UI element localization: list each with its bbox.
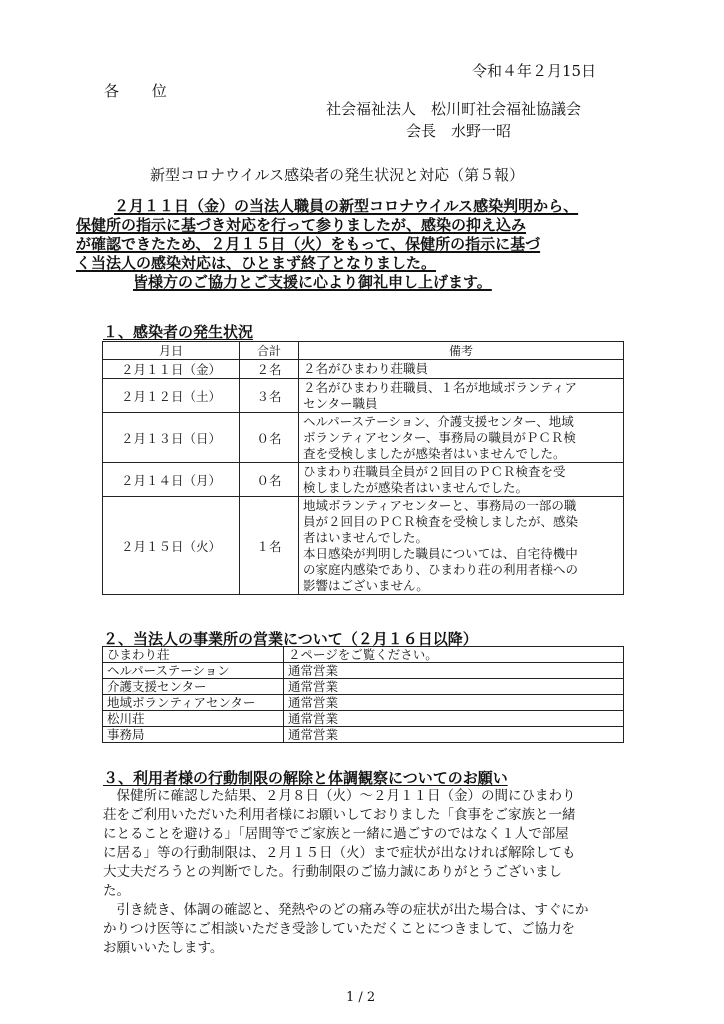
office-name: 地域ボランティアセンター — [103, 695, 284, 711]
office-name: 松川荘 — [103, 711, 284, 727]
row-count: ３名 — [240, 379, 299, 413]
section3-body — [103, 787, 631, 958]
infection-status-table — [102, 341, 624, 595]
office-status: ２ページをご覧ください。 — [284, 647, 624, 663]
row-note: ヘルパーステーション、介護支援センター、地域 ボランティアセンター、事務局の職員がＰＣＲ検 査を受検しましたが感染者はいませんでした。 — [299, 413, 624, 463]
table-row — [103, 727, 624, 743]
body-line: にとることを避ける」「居間等でご家族と一緒に過ごすのではなく１人で部屋 — [103, 826, 569, 842]
table-row — [103, 647, 624, 663]
row-date: ２月１１日（金） — [103, 360, 240, 379]
row-date: ２月１５日（火） — [103, 497, 240, 595]
table-row — [103, 463, 624, 497]
page-number: 1 / 2 — [346, 990, 376, 1005]
office-name: ひまわり荘 — [103, 647, 284, 663]
office-status-table — [102, 646, 624, 743]
office-name: ヘルパーステーション — [103, 663, 284, 679]
section1-heading: １、感染者の発生状況 — [103, 323, 254, 341]
notice-paragraph — [76, 197, 636, 292]
body-line: かりつけ医等にご相談いただき受診していただくことにつきまして、ご協力を — [103, 921, 575, 937]
row-note: ひまわり荘職員全員が２回目のＰＣＲ検査を受 検しましたが感染者はいませんでした。 — [299, 463, 624, 497]
office-status: 通常営業 — [284, 727, 624, 743]
table-row — [103, 360, 624, 379]
row-date: ２月１３日（日） — [103, 413, 240, 463]
row-count: ０名 — [240, 463, 299, 497]
document-title: 新型コロナウイルス感染者の発生状況と対応（第５報） — [150, 166, 525, 184]
table-row — [103, 679, 624, 695]
table-row — [103, 413, 624, 463]
row-note: ２名がひまわり荘職員 — [299, 360, 624, 379]
notice-line: く当法人の感染対応は、ひとまず終了となりました。 — [76, 254, 437, 272]
table-row — [103, 695, 624, 711]
row-note: 地域ボランティアセンターと、事務局の一部の職 員が２回目のＰＣＲ検査を受検しましたが、感染 者はいませんでした。 本日感染が判明した職員については、自宅待機中 の家庭内感染であり、ひまわり荘の利用者様への 影響はございません。 — [299, 497, 624, 595]
office-status: 通常営業 — [284, 663, 624, 679]
row-count: ２名 — [240, 360, 299, 379]
organization-name: 社会福祉法人 松川町社会福祉協議会 — [326, 100, 582, 118]
president-name: 会長 水野一昭 — [406, 122, 512, 140]
table-row — [103, 497, 624, 595]
body-line: 荘をご利用いただいた利用者様にお願いしておりました「食事をご家族と一緒 — [103, 807, 576, 823]
notice-line: 保健所の指示に基づき対応を行って参りましたが、感染の抑え込み — [76, 216, 527, 234]
body-line: 保健所に確認した結果、２月８日（火）～２月１１日（金）の間にひまわり — [103, 788, 576, 804]
office-name: 介護支援センター — [103, 679, 284, 695]
body-line: に居る」等の行動制限は、２月１５日（火）まで症状が出なければ解除しても — [103, 845, 576, 861]
section3-heading: ３、利用者様の行動制限の解除と体調観察についてのお願い — [103, 769, 508, 787]
table-row — [103, 663, 624, 679]
header-date: 月日 — [103, 342, 240, 360]
table-row — [103, 379, 624, 413]
header-count: 合計 — [240, 342, 299, 360]
row-count: １名 — [240, 497, 299, 595]
body-line: 大丈夫だろうとの判断でした。行動制限のご協力誠にありがとうございまし — [103, 864, 562, 880]
row-date: ２月１２日（土） — [103, 379, 240, 413]
row-note: ２名がひまわり荘職員、１名が地域ボランティア センター職員 — [299, 379, 624, 413]
table-header-row — [103, 342, 624, 360]
body-line: た。 — [103, 883, 130, 899]
notice-line: ２月１１日（金）の当法人職員の新型コロナウイルス感染判明から、 — [114, 197, 579, 215]
notice-line: が確認できたため、２月１５日（火）をもって、保健所の指示に基づ — [76, 235, 541, 253]
office-name: 事務局 — [103, 727, 284, 743]
addressee: 各 位 — [104, 82, 181, 100]
row-date: ２月１４日（月） — [103, 463, 240, 497]
table-row — [103, 711, 624, 727]
notice-line: 皆様方のご協力とご支援に心より御礼申し上げます。 — [133, 273, 492, 291]
document-date: 令和４年２月15日 — [472, 62, 597, 80]
row-count: ０名 — [240, 413, 299, 463]
office-status: 通常営業 — [284, 695, 624, 711]
office-status: 通常営業 — [284, 711, 624, 727]
office-status: 通常営業 — [284, 679, 624, 695]
section2-heading: ２、当法人の事業所の営業について（２月１６日以降） — [103, 630, 478, 648]
body-line: お願いいたします。 — [103, 940, 224, 956]
header-note: 備考 — [299, 342, 624, 360]
body-line: 引き続き、体調の確認と、発熱やのどの痛み等の症状が出た場合は、すぐにか — [103, 902, 589, 918]
